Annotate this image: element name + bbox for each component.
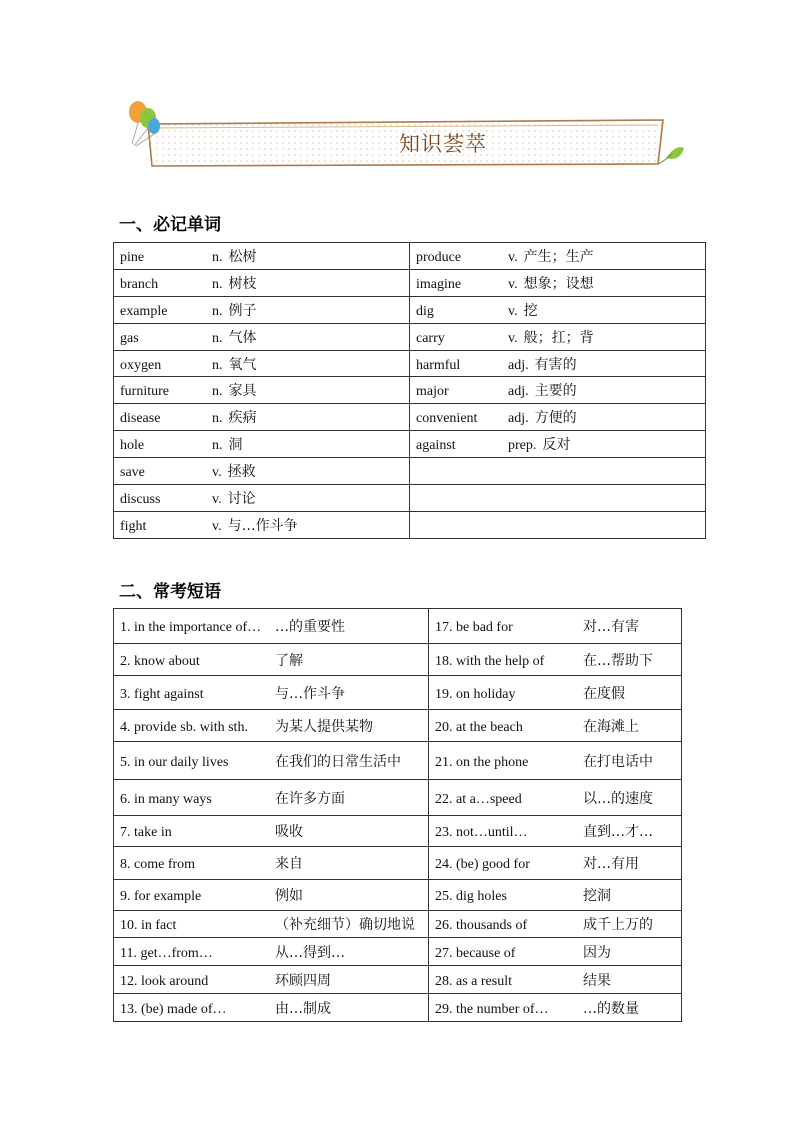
table-row xyxy=(114,350,706,377)
phrase-chinese: 环顾四周 xyxy=(275,972,331,989)
phrase-cell xyxy=(114,847,429,880)
table-row xyxy=(114,609,682,644)
vocab-meaning: 挖 xyxy=(523,302,538,319)
phrase-chinese: 例如 xyxy=(275,888,303,904)
phrase-english: 26. thousands of xyxy=(435,918,528,933)
phrase-english: 29. the number of… xyxy=(435,1001,549,1017)
vocab-meaning: 拯救 xyxy=(227,464,256,481)
phrases-table xyxy=(113,608,682,1022)
phrase-chinese: 在海滩上 xyxy=(583,718,639,735)
table-row xyxy=(114,880,682,911)
vocab-cell xyxy=(410,323,706,350)
banner-title: 知识荟萃 xyxy=(399,132,487,156)
phrase-english: 13. (be) made of… xyxy=(120,1001,227,1017)
vocab-meaning: 方便的 xyxy=(534,410,577,427)
vocab-meaning: 例子 xyxy=(228,302,257,319)
section-title-words: 一、必记单词 xyxy=(119,215,221,235)
part-of-speech: v. xyxy=(508,330,518,346)
phrase-english: 2. know about xyxy=(120,653,200,669)
phrase-chinese: 在许多方面 xyxy=(275,790,345,807)
vocab-word: produce xyxy=(416,249,462,265)
table-row xyxy=(114,966,682,994)
part-of-speech: v. xyxy=(212,491,222,507)
vocab-meaning: 与…作斗争 xyxy=(227,517,298,534)
part-of-speech: n. xyxy=(212,384,223,400)
vocab-word: harmful xyxy=(416,357,461,373)
phrase-english: 23. not…until… xyxy=(435,825,528,840)
phrase-cell xyxy=(429,994,682,1022)
phrase-cell xyxy=(114,994,429,1022)
phrase-cell xyxy=(429,609,682,644)
phrase-chinese: 了解 xyxy=(275,652,303,669)
phrase-english: 12. look around xyxy=(120,973,209,989)
phrase-chinese: 来自 xyxy=(275,856,303,872)
phrase-chinese: （补充细节）确切地说 xyxy=(275,917,415,933)
phrase-cell xyxy=(114,644,429,676)
vocab-meaning: 反对 xyxy=(542,437,571,454)
vocab-word: gas xyxy=(120,330,139,346)
phrase-chinese: 为某人提供某物 xyxy=(275,718,373,735)
phrase-english: 17. be bad for xyxy=(435,620,513,635)
part-of-speech: adj. xyxy=(508,357,529,373)
vocab-cell xyxy=(114,485,410,512)
vocab-cell xyxy=(114,243,410,270)
vocab-cell xyxy=(410,404,706,431)
vocab-word: carry xyxy=(416,330,445,346)
table-row xyxy=(114,742,682,780)
vocab-cell xyxy=(114,323,410,350)
vocab-cell xyxy=(410,377,706,404)
part-of-speech: n. xyxy=(212,438,223,454)
phrase-chinese: 与…作斗争 xyxy=(275,685,345,702)
phrase-chinese: 由…制成 xyxy=(275,1000,331,1017)
table-row xyxy=(114,458,706,485)
table-row xyxy=(114,269,706,296)
vocabulary-table xyxy=(113,242,706,539)
vocab-word: furniture xyxy=(120,384,169,400)
vocab-cell xyxy=(114,404,410,431)
vocab-word: pine xyxy=(120,249,145,265)
vocab-word: disease xyxy=(120,411,161,427)
phrase-english: 7. take in xyxy=(120,825,172,840)
phrase-english: 1. in the importance of… xyxy=(120,620,262,635)
phrase-cell xyxy=(429,676,682,710)
phrase-english: 20. at the beach xyxy=(435,719,523,735)
phrase-cell xyxy=(114,742,429,780)
phrase-cell xyxy=(429,847,682,880)
phrase-chinese: 结果 xyxy=(583,972,611,989)
phrase-cell xyxy=(114,911,429,938)
table-row xyxy=(114,994,682,1022)
part-of-speech: v. xyxy=(212,465,222,481)
phrase-cell xyxy=(114,816,429,847)
leaf-icon xyxy=(658,147,684,164)
phrase-english: 11. get…from… xyxy=(120,945,213,961)
section-title-phrases: 二、常考短语 xyxy=(119,582,221,602)
vocab-word: save xyxy=(120,465,145,481)
phrase-english: 10. in fact xyxy=(120,918,177,933)
phrase-chinese: 在我们的日常生活中 xyxy=(275,753,401,770)
phrase-cell xyxy=(114,880,429,911)
vocab-meaning: 有害的 xyxy=(534,356,577,373)
part-of-speech: v. xyxy=(212,518,222,534)
phrase-english: 3. fight against xyxy=(120,686,204,702)
phrase-english: 6. in many ways xyxy=(120,791,212,807)
part-of-speech: v. xyxy=(508,276,518,292)
vocab-meaning: 家具 xyxy=(228,383,257,400)
vocab-word: fight xyxy=(120,518,147,534)
vocab-cell xyxy=(114,296,410,323)
vocab-cell xyxy=(410,431,706,458)
table-row xyxy=(114,377,706,404)
vocab-meaning: 树枝 xyxy=(228,275,257,292)
table-row xyxy=(114,404,706,431)
phrase-cell xyxy=(429,966,682,994)
phrase-chinese: 在…帮助下 xyxy=(583,652,653,669)
vocab-cell xyxy=(114,377,410,404)
part-of-speech: n. xyxy=(212,249,223,265)
phrase-cell xyxy=(114,676,429,710)
phrase-english: 24. (be) good for xyxy=(435,857,530,872)
phrase-chinese: 因为 xyxy=(583,944,611,961)
phrase-cell xyxy=(429,911,682,938)
part-of-speech: v. xyxy=(508,249,518,265)
vocab-cell xyxy=(114,511,410,538)
phrase-english: 22. at a…speed xyxy=(435,791,522,807)
vocab-cell xyxy=(410,485,706,512)
phrase-cell xyxy=(114,780,429,816)
vocab-meaning: 松树 xyxy=(228,248,257,265)
phrase-chinese: …的重要性 xyxy=(275,619,345,635)
phrase-cell xyxy=(429,880,682,911)
phrase-chinese: 吸收 xyxy=(275,824,303,840)
phrase-chinese: 从…得到… xyxy=(275,944,345,961)
table-row xyxy=(114,847,682,880)
phrase-chinese: 对…有害 xyxy=(583,619,639,635)
vocab-meaning: 讨论 xyxy=(227,490,256,507)
phrase-chinese: 挖洞 xyxy=(583,888,611,904)
phrase-cell xyxy=(429,710,682,742)
vocab-meaning: 氧气 xyxy=(228,356,257,373)
phrase-cell xyxy=(429,816,682,847)
phrase-cell xyxy=(429,644,682,676)
part-of-speech: n. xyxy=(212,411,223,427)
vocab-word: dig xyxy=(416,303,434,319)
phrase-cell xyxy=(114,938,429,966)
vocab-cell xyxy=(410,511,706,538)
vocab-cell xyxy=(410,243,706,270)
phrase-cell xyxy=(114,966,429,994)
table-row xyxy=(114,938,682,966)
vocab-meaning: 疾病 xyxy=(228,410,257,427)
part-of-speech: prep. xyxy=(508,438,537,454)
phrase-chinese: 在打电话中 xyxy=(583,753,653,770)
part-of-speech: n. xyxy=(212,330,223,346)
phrase-english: 4. provide sb. with sth. xyxy=(120,719,248,735)
phrase-cell xyxy=(114,710,429,742)
table-row xyxy=(114,780,682,816)
part-of-speech: adj. xyxy=(508,411,529,427)
section-banner xyxy=(118,98,688,178)
phrase-chinese: 成千上万的 xyxy=(583,917,653,933)
table-row xyxy=(114,323,706,350)
table-row xyxy=(114,911,682,938)
vocab-cell xyxy=(410,458,706,485)
phrase-english: 21. on the phone xyxy=(435,754,529,770)
part-of-speech: n. xyxy=(212,276,223,292)
vocab-cell xyxy=(114,350,410,377)
phrase-chinese: 以…的速度 xyxy=(583,790,653,807)
vocab-cell xyxy=(114,269,410,296)
phrase-chinese: …的数量 xyxy=(583,1000,639,1017)
vocab-word: example xyxy=(120,303,168,319)
vocab-cell xyxy=(114,458,410,485)
vocab-word: discuss xyxy=(120,491,161,507)
table-row xyxy=(114,511,706,538)
phrase-english: 25. dig holes xyxy=(435,889,507,904)
phrase-cell xyxy=(114,609,429,644)
vocab-cell xyxy=(114,431,410,458)
table-row xyxy=(114,243,706,270)
phrase-chinese: 直到…才… xyxy=(583,824,653,840)
vocab-word: imagine xyxy=(416,276,462,292)
phrase-chinese: 对…有用 xyxy=(583,856,639,872)
phrase-english: 28. as a result xyxy=(435,973,512,989)
phrase-chinese: 在度假 xyxy=(583,685,625,702)
vocab-word: branch xyxy=(120,276,159,292)
vocab-meaning: 产生；生产 xyxy=(523,248,594,265)
table-row xyxy=(114,485,706,512)
vocab-cell xyxy=(410,296,706,323)
phrase-cell xyxy=(429,742,682,780)
phrase-english: 8. come from xyxy=(120,857,196,872)
phrase-english: 27. because of xyxy=(435,945,516,961)
table-row xyxy=(114,644,682,676)
vocab-cell xyxy=(410,269,706,296)
table-row xyxy=(114,676,682,710)
table-row xyxy=(114,431,706,458)
part-of-speech: n. xyxy=(212,303,223,319)
phrase-english: 18. with the help of xyxy=(435,653,545,669)
table-row xyxy=(114,710,682,742)
vocab-word: against xyxy=(416,438,456,454)
vocab-cell xyxy=(410,350,706,377)
vocab-word: oxygen xyxy=(120,357,162,373)
phrase-cell xyxy=(429,780,682,816)
table-row xyxy=(114,816,682,847)
vocab-meaning: 气体 xyxy=(228,329,257,346)
part-of-speech: n. xyxy=(212,357,223,373)
part-of-speech: v. xyxy=(508,303,518,319)
phrase-english: 5. in our daily lives xyxy=(120,754,229,770)
phrase-english: 9. for example xyxy=(120,889,202,904)
vocab-meaning: 洞 xyxy=(228,437,243,454)
vocab-word: hole xyxy=(120,438,145,454)
vocab-meaning: 般；扛；背 xyxy=(523,329,594,346)
vocab-word: major xyxy=(416,384,449,400)
table-row xyxy=(114,296,706,323)
vocab-word: convenient xyxy=(416,411,478,427)
vocab-meaning: 主要的 xyxy=(534,383,577,400)
phrase-english: 19. on holiday xyxy=(435,686,516,702)
phrase-cell xyxy=(429,938,682,966)
vocab-meaning: 想象；设想 xyxy=(523,275,594,292)
part-of-speech: adj. xyxy=(508,384,529,400)
